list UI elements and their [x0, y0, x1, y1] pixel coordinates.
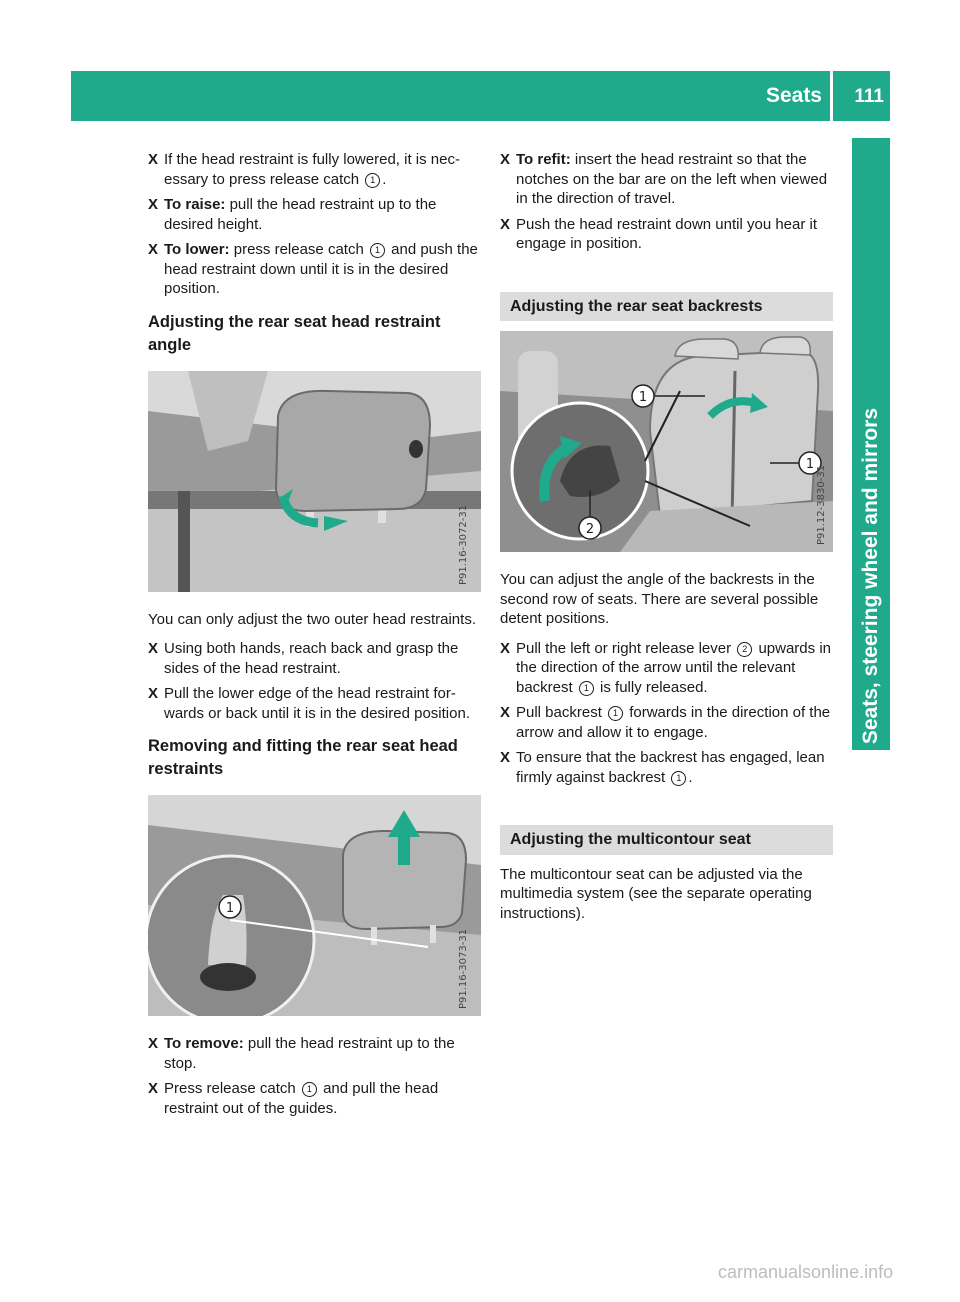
subheading: Adjusting the rear seat head restraint angle — [148, 312, 441, 354]
instruction-item: X To raise: pull the head restraint up to the desired height. — [148, 196, 437, 233]
step-marker-icon: X — [500, 639, 511, 657]
section-title: Seats — [765, 84, 822, 107]
callout-badge: 1 — [370, 243, 385, 258]
paragraph: You can adjust the angle of the backrests in the second row of seats. There are several possible detent positions. — [500, 571, 819, 627]
callout-badge: 2 — [737, 642, 752, 657]
watermark: carmanualsonline.info — [718, 1262, 894, 1282]
instruction-item: X To ensure that the backrest has engaged, lean firmly against backrest 1 . — [500, 749, 825, 786]
step-marker-icon: X — [148, 241, 159, 258]
figure-callout: 2 — [585, 522, 595, 537]
section-heading: Adjusting the multicontour seat — [500, 825, 833, 855]
instruction-item: X Pull backrest 1 forwards in the direction of the arrow and allow it to engage. — [500, 704, 831, 741]
instruction-item: X To remove: pull the head restraint up to the stop. — [148, 1035, 455, 1072]
side-tab-label: Seats, steering wheel and mirrors — [859, 407, 882, 744]
side-tab — [852, 138, 890, 750]
instruction-item: X Push the head restraint down until you hear it engage in position. — [500, 215, 818, 252]
instruction-item: X Press release catch 1 and pull the head restraint out of the guides. — [148, 1080, 439, 1117]
page-number: 111 — [854, 86, 884, 107]
header-divider — [830, 71, 833, 121]
backrest-illustration — [500, 331, 833, 552]
callout-badge: 1 — [302, 1082, 317, 1097]
figure-callout: 1 — [638, 390, 648, 405]
page-header — [71, 71, 890, 121]
figure-callout: 1 — [225, 901, 235, 916]
head-restraint-angle-figure — [148, 371, 481, 592]
subheading: Removing and fitting the rear seat head restraints — [148, 737, 458, 778]
instruction-item: X Pull the lower edge of the head restraint for-wards or back until it is in the desired position. — [148, 685, 470, 722]
backrest-figure — [500, 331, 833, 552]
step-marker-icon: X — [148, 1035, 159, 1052]
step-marker-icon: X — [500, 704, 511, 721]
step-marker-icon: X — [500, 749, 511, 766]
step-marker-icon: X — [148, 685, 159, 702]
figure-code: P91.16-3072-31 — [458, 504, 469, 585]
step-marker-icon: X — [148, 1080, 159, 1097]
callout-badge: 1 — [365, 173, 380, 188]
figure-code: P91.12-3830-31 — [816, 464, 827, 545]
right-column — [500, 150, 833, 933]
left-column — [148, 150, 481, 1124]
instruction-item: X To lower: press release catch 1 and push the head restraint down until it is in the desired position. — [148, 241, 478, 297]
callout-badge: 1 — [671, 771, 686, 786]
instruction-item: X If the head restraint is fully lowered, it is nec-essary to press release catch 1 . — [148, 151, 460, 188]
instruction-item: X To refit: insert the head restraint so that the notches on the bar are on the left when viewed in the direction of travel. — [500, 151, 828, 207]
head-restraint-removal-figure — [148, 795, 481, 1016]
section-heading: Adjusting the rear seat backrests — [500, 292, 833, 322]
head-restraint-removal-illustration — [148, 795, 481, 1016]
callout-badge: 1 — [608, 706, 623, 721]
instruction-item: X Pull the left or right release lever 2 upwards in the direction of the arrow until the relevant backrest 1 is fully released. — [500, 639, 831, 696]
head-restraint-illustration — [148, 371, 481, 592]
figure-callout: 1 — [805, 457, 815, 472]
step-marker-icon: X — [500, 151, 511, 168]
step-marker-icon: X — [148, 151, 159, 168]
instruction-item: X Using both hands, reach back and grasp the sides of the head restraint. — [148, 640, 459, 677]
figure-code: P91.16-3073-31 — [458, 928, 469, 1009]
step-marker-icon: X — [148, 196, 159, 213]
callout-badge: 1 — [579, 681, 594, 696]
step-marker-icon: X — [148, 640, 159, 657]
step-marker-icon: X — [500, 215, 511, 233]
paragraph: The multicontour seat can be adjusted via the multimedia system (see the separate operating instructions). — [500, 865, 812, 922]
paragraph: You can only adjust the two outer head restraints. — [148, 610, 476, 628]
